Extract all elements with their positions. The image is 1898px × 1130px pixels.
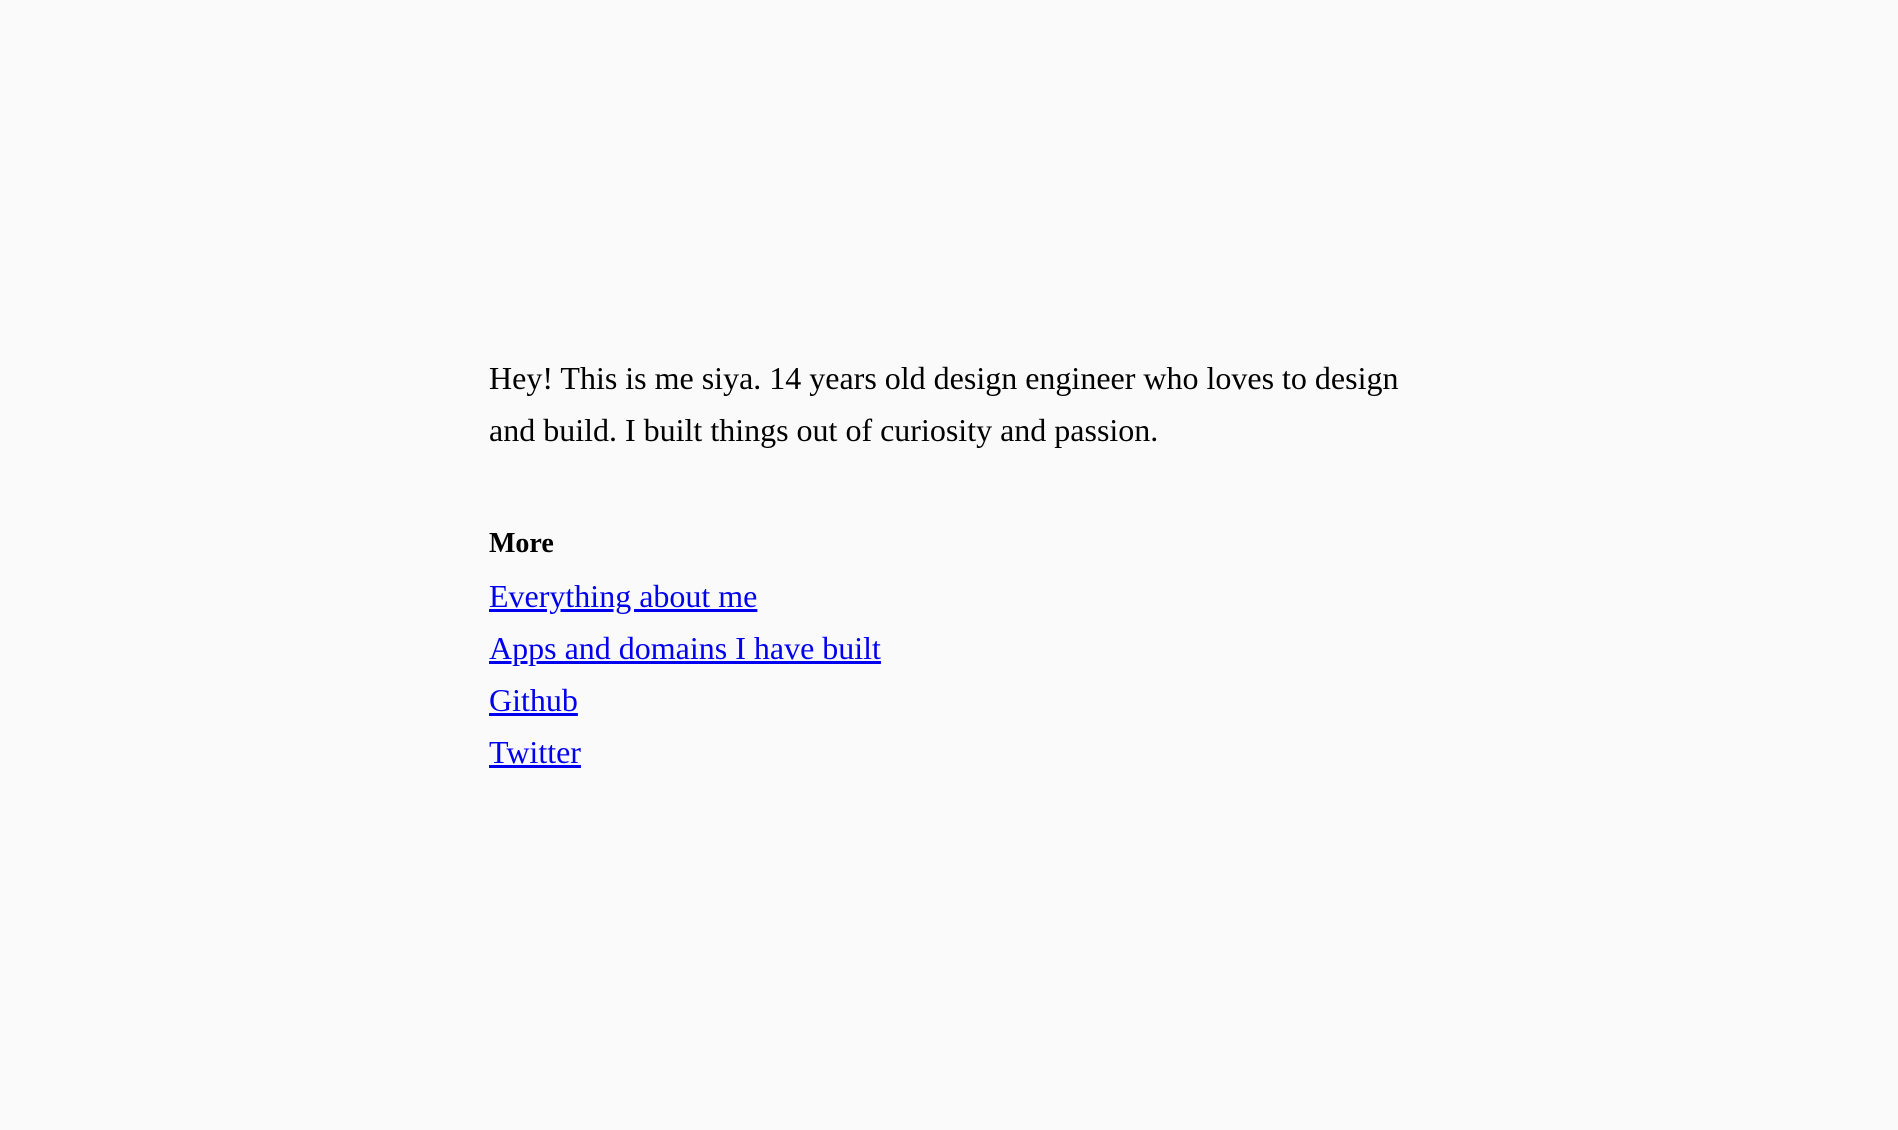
content [489, 352, 1409, 778]
link-item [489, 674, 1409, 726]
link-github[interactable]: Github [489, 682, 578, 718]
link-item [489, 622, 1409, 674]
intro-text: Hey! This is me siya. 14 years old design engineer who loves to design and build. I built things out of curiosity and passion. [489, 360, 1399, 448]
more-section [489, 518, 1409, 778]
link-item [489, 726, 1409, 778]
link-item [489, 570, 1409, 622]
link-apps-and-domains[interactable]: Apps and domains I have built [489, 630, 881, 666]
link-twitter[interactable]: Twitter [489, 734, 581, 770]
more-heading: More [489, 528, 554, 559]
link-everything-about-me[interactable]: Everything about me [489, 578, 758, 614]
